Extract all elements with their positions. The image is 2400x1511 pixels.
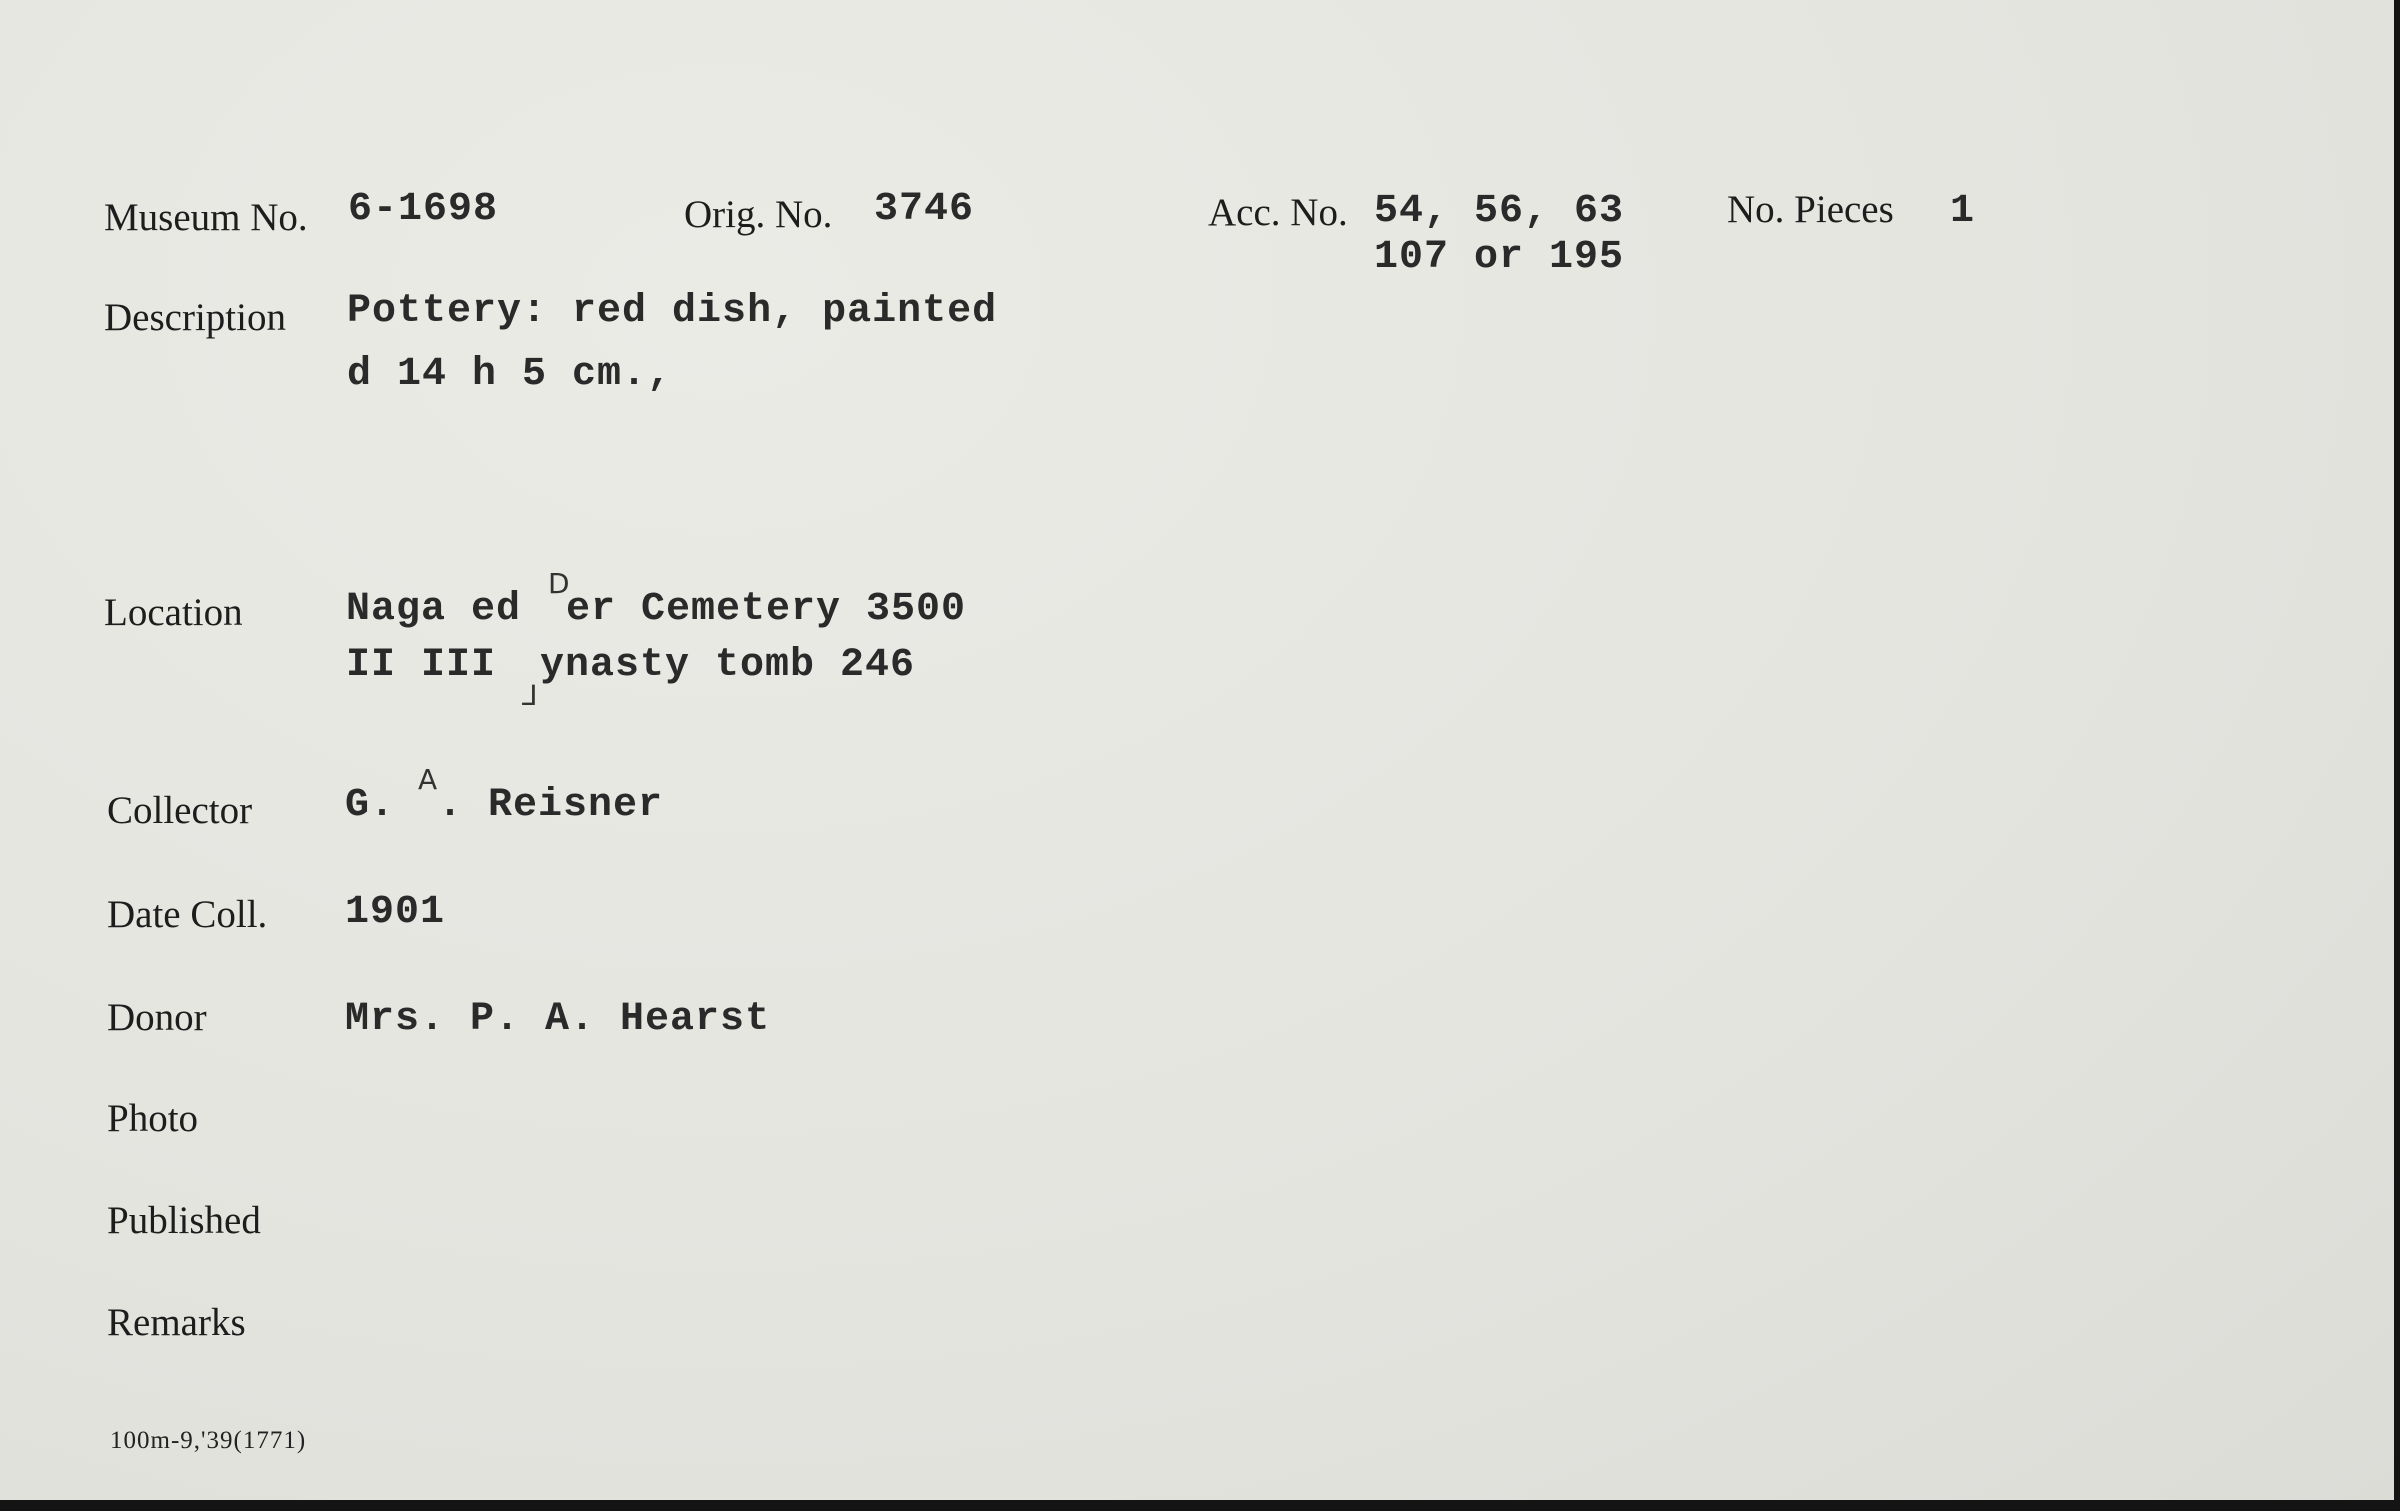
no-pieces-label: No. Pieces	[1727, 188, 1894, 231]
card-edge-bottom	[0, 1500, 2400, 1511]
location-value-line1-a: Naga ed	[346, 587, 522, 632]
location-insert-caret: ⅃	[522, 679, 538, 712]
collector-label: Collector	[107, 789, 253, 832]
acc-no-value-line1: 54, 56, 63	[1374, 189, 1625, 234]
location-value-line2-a: II III	[346, 643, 497, 688]
description-label: Description	[104, 296, 286, 339]
no-pieces-value: 1	[1950, 189, 1976, 234]
location-value-line2-b: ynasty tomb 246	[540, 643, 916, 688]
donor-value: Mrs. P. A. Hearst	[345, 997, 771, 1042]
orig-no-value: 3746	[874, 187, 975, 232]
remarks-label: Remarks	[107, 1301, 246, 1344]
location-insert-d: D	[548, 567, 570, 600]
location-value-line1-b: er Cemetery 3500	[566, 587, 967, 632]
acc-no-label: Acc. No.	[1208, 191, 1348, 234]
museum-no-label: Museum No.	[104, 196, 308, 239]
acc-no-value-line2: 107 or 195	[1374, 235, 1625, 280]
description-value-line2: d 14 h 5 cm.,	[347, 352, 673, 397]
orig-no-label: Orig. No.	[684, 193, 833, 236]
museum-no-value: 6-1698	[348, 187, 499, 232]
donor-label: Donor	[107, 996, 207, 1039]
form-code: 100m-9,'39(1771)	[110, 1427, 307, 1454]
collector-insert: A	[418, 763, 438, 796]
photo-label: Photo	[107, 1097, 199, 1140]
location-label: Location	[104, 591, 243, 634]
collector-value-a: G.	[345, 783, 396, 828]
published-label: Published	[107, 1199, 261, 1242]
card-edge-right	[2394, 0, 2400, 1511]
description-value-line1: Pottery: red dish, painted	[347, 289, 998, 334]
date-coll-value: 1901	[345, 890, 446, 935]
collector-value-b: . Reisner	[438, 783, 664, 828]
date-coll-label: Date Coll.	[107, 893, 268, 936]
